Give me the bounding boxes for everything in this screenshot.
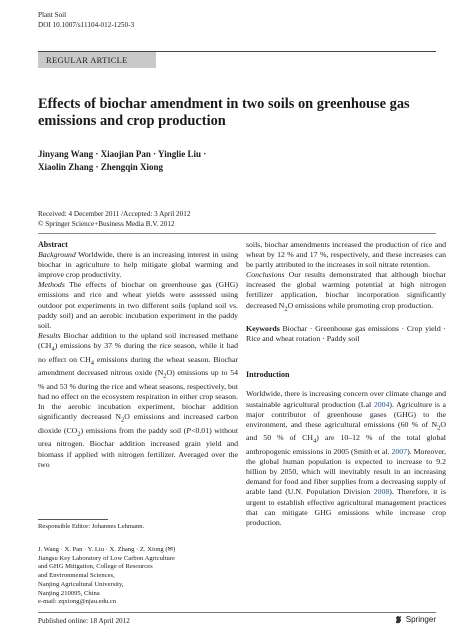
received-accepted: Received: 4 December 2011 /Accepted: 3 April 2012 [38,210,191,218]
introduction-paragraph: Worldwide, there is increasing concern over climate change and sustainable agricultural production (Lal 2004). Agriculture is a major contributor of greenhouse gases (GHG) to the environment, and these agricultural emissions (60 % of $N_2O$ and 50 % of $CH_4$) are 10–12 % of the total global anthropogenic emissions in 2005 (Smith et al. 2007). Moreover, the global human population is expected to increase to 9.2 billion by 2050, which will inevitably result in an increasing demand for food and fiber supplies from a decreasing supply of arable land (U.N. Population Division 2008). Therefore, it is urgent to establish effective agricultural management practices that can mitigate GHG emissions while increase crop production. [246,389,447,527]
introduction-heading: Introduction [246,370,290,380]
article-title: Effects of biochar amendment in two soils on greenhouse gas emissions and crop production [38,96,410,129]
article-type-banner: REGULAR ARTICLE [38,52,156,68]
authors-line-2: Xiaolin Zhang · Zhengqin Xiong [38,161,164,172]
springer-horse-icon [394,615,403,624]
affiliation-line: and GHG Mitigation, College of Resources [38,563,153,571]
affiliation-line: Jiangsu Key Laboratory of Low Carbon Agriculture [38,554,175,562]
doi: DOI 10.1007/s11104-012-1250-3 [38,21,135,29]
affiliation-line: Nanjing 210095, China [38,589,100,597]
abstract-methods: Methods The effects of biochar on greenhouse gas (GHG) emissions and rice and wheat yields were assessed using outdoor pot experiments in two different soils (upland soil vs. paddy soil) and an aerobic incubation experiment in the paddy soil. [38,280,238,330]
published-online: Published online: 18 April 2012 [38,617,130,625]
section-rule [38,233,436,234]
publisher-name: Springer [405,615,436,624]
journal-header [38,10,134,30]
citation-link[interactable]: 2007 [391,447,408,457]
article-dates [38,209,190,229]
citation-link[interactable]: 2008 [373,487,390,497]
affiliation-block [38,546,238,607]
left-column [38,240,238,470]
abstract-results: Results Biochar addition to the upland soil increased methane $(CH_4)$ emissions by 37 % during the rice season, while it had no effect on $CH_4$ emissions during the wheat season. Biochar amendment decreased nitrous oxide $(N_2O)$ emissions up to 54 % and 53 % during the rice and wheat seasons, respectively, but had no effect on the ecosystem respiration in either crop season. In the aerobic incubation experiment, biochar addition significantly decreased $N_2O$ emissions and increased carbon dioxide $(CO_2)$ emissions from the paddy soil (P<0.01) without urea nitrogen. Biochar addition increased grain yield and biomass if applied with nitrogen fertilizer. Averaged over the two [38,330,239,469]
footer-rule [38,612,436,613]
affiliation-line: Nanjing Agricultural University, [38,580,124,588]
copyright: © Springer Science+Business Media B.V. 2012 [38,220,175,228]
abstract-conclusions: Conclusions Our results demonstrated that although biochar increased the global warming potential at high nitrogen fertilizer application, biochar incorporation significantly decreased $N_2O$ emissions while promoting crop production. [246,270,446,313]
keywords: Keywords Biochar · Greenhouse gas emissions · Crop yield · Rice and wheat rotation · Paddy soil [246,324,446,344]
footnote-rule [38,519,108,520]
abstract-results-continued: soils, biochar amendments increased the production of rice and wheat by 12 % and 17 %, respectively, and these increases can be partly attributed to the increases in soil nitrate retention. [246,240,446,270]
affiliation-line: and Environmental Sciences, [38,572,115,580]
journal-name: Plant Soil [38,11,67,19]
springer-logo [394,615,436,624]
affiliation-authors: J. Wang · X. Pan · Y. Liu · X. Zhang · Z. Xiong (✉) [38,546,176,553]
author-list [38,148,298,173]
abstract-heading: Abstract [38,240,68,249]
authors-line-1: Jinyang Wang · Xiaojian Pan · Yinglie Liu · [38,149,207,159]
abstract-background: Background Worldwide, there is an increasing interest in using biochar in agriculture to help mitigate global warming and improve crop productivity. [38,250,238,280]
responsible-editor: Responsible Editor: Johannes Lehmann. [38,523,145,530]
citation-link[interactable]: 2004 [373,399,390,409]
right-column [246,240,446,528]
author-email[interactable]: e-mail: zqxiong@njau.edu.cn [38,598,117,606]
